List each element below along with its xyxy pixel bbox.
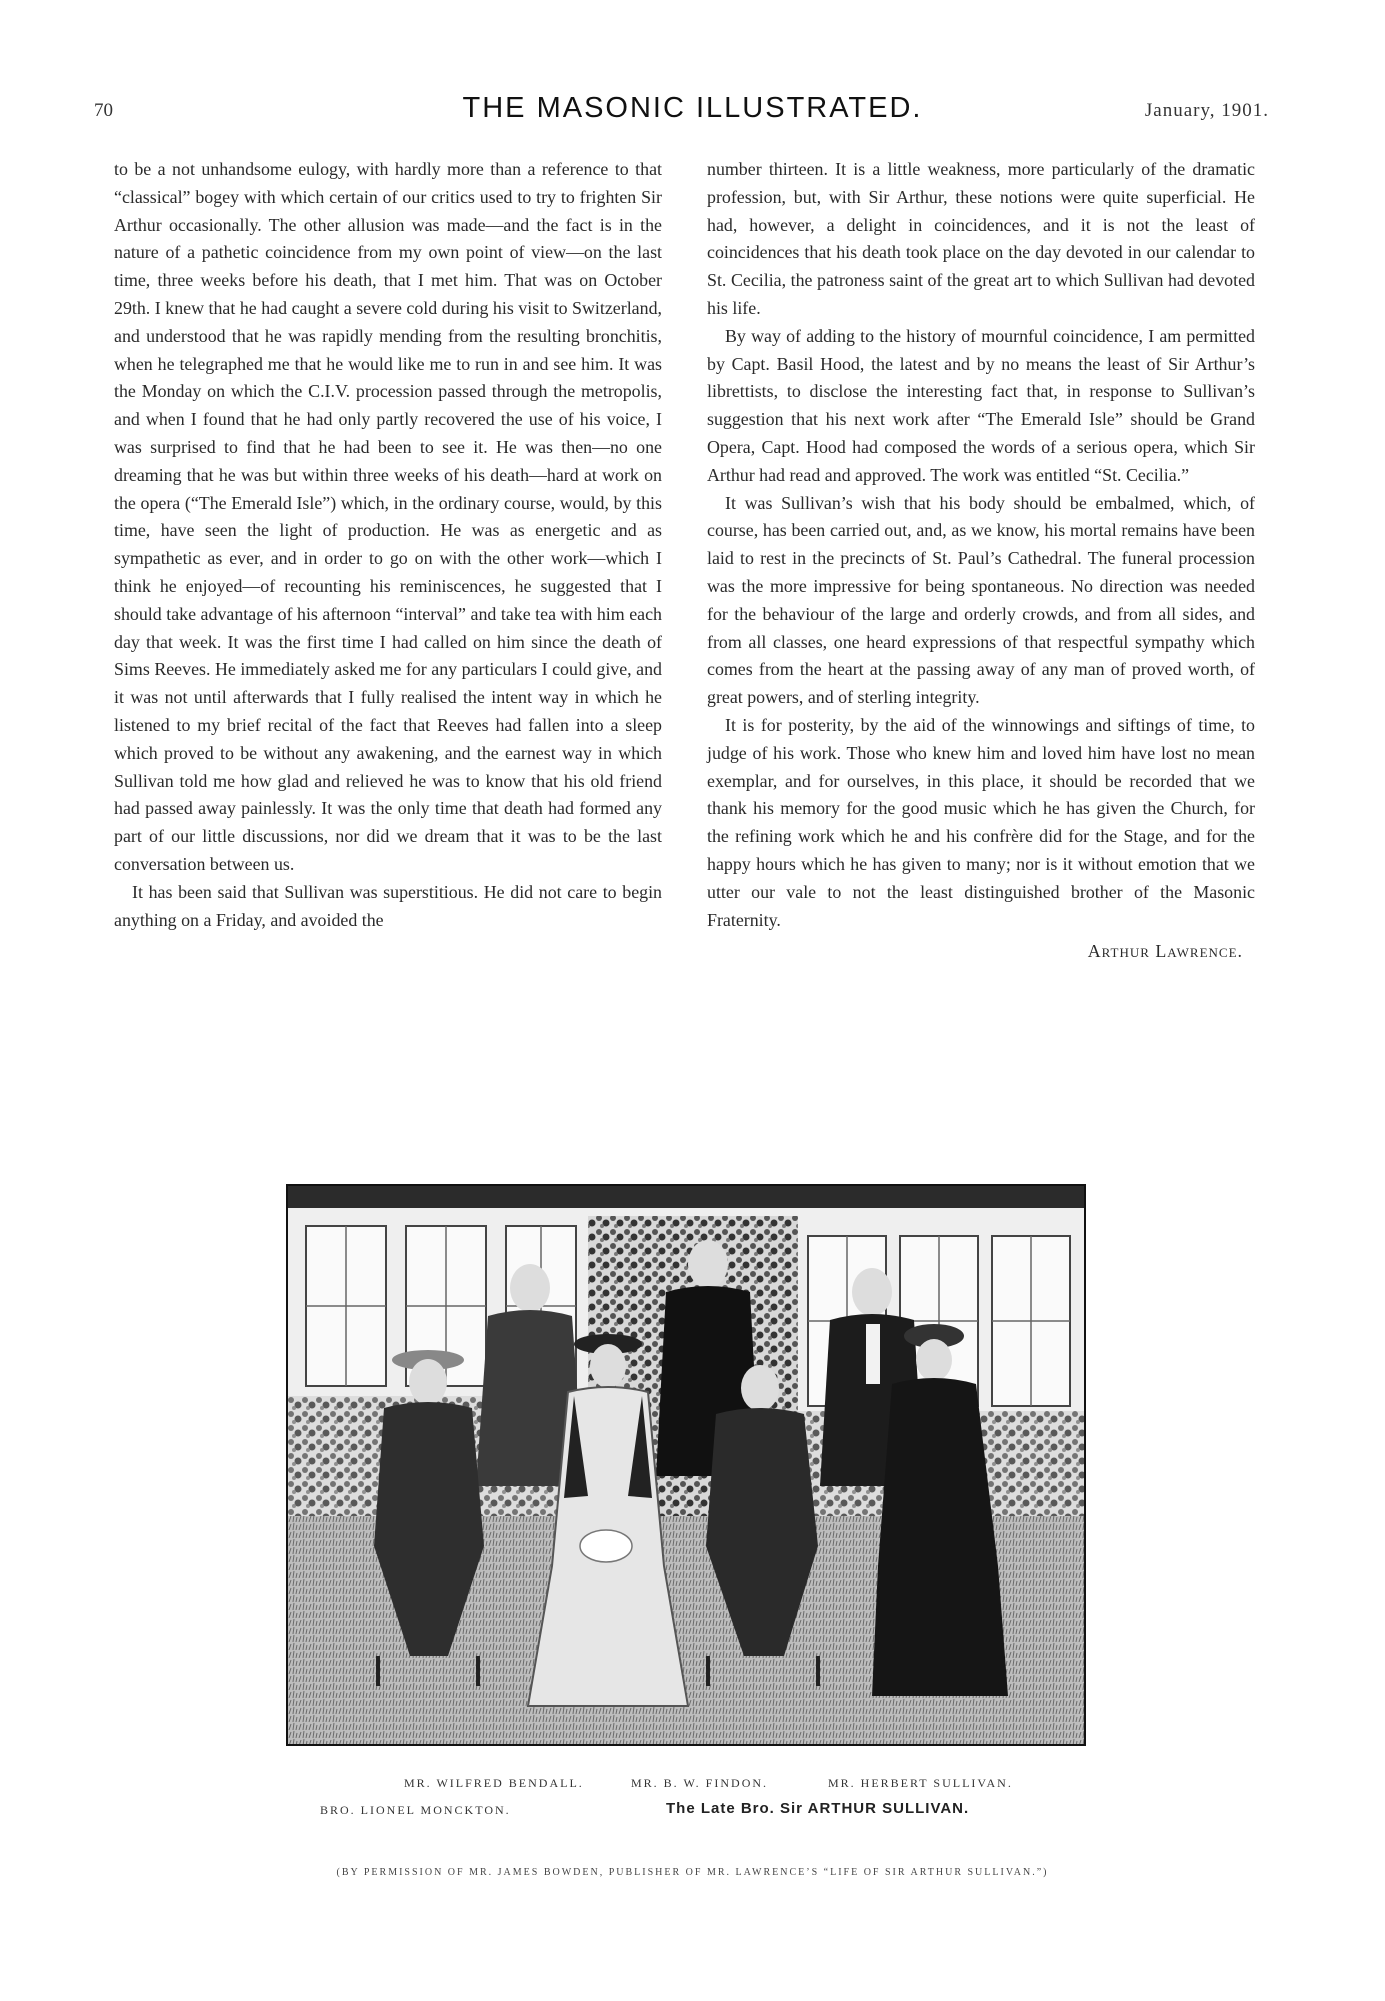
photo-credit: (BY PERMISSION OF MR. JAMES BOWDEN, PUBLISHER OF MR. LAWRENCE’S “LIFE OF SIR ARTHUR SULLIVAN.”)	[336, 1867, 1049, 1878]
left-column	[114, 156, 662, 934]
paragraph: It was Sullivan’s wish that his body should be embalmed, which, of course, has been carried out, and, as we know, his mortal remains have been laid to rest in the precincts of St. Paul’s Cathedral. The funeral procession was the more impressive for being spontaneous. No direction was needed for the behaviour of the large and orderly crowds, and from all sides, and from all classes, one heard expressions of that respectful sympathy which comes from the heart at the passing away of any man of proved worth, of great powers, and of sterling integrity.	[707, 492, 1255, 708]
caption-arthur-sullivan: The Late Bro. Sir ARTHUR SULLIVAN.	[666, 1800, 970, 1817]
photo-illustration	[288, 1186, 1084, 1744]
paragraph: It has been said that Sullivan was superstitious. He did not care to begin anything on a Friday, and avoided the	[114, 881, 662, 930]
page-number: 70	[94, 100, 113, 121]
caption-wilfred-bendall: MR. WILFRED BENDALL.	[404, 1776, 584, 1790]
caption-herbert-sullivan: MR. HERBERT SULLIVAN.	[828, 1776, 1013, 1790]
paragraph: number thirteen. It is a little weakness, more particularly of the dramatic profession, but, with Sir Arthur, these notions were quite superficial. He had, however, a delight in coincidences, and it is not the least of coincidences that his death took place on the day devoted in our calendar to St. Cecilia, the patroness saint of the great art to which Sullivan had devoted his life.	[707, 159, 1255, 318]
issue-date: January, 1901.	[1144, 100, 1269, 121]
publication-title: THE MASONIC ILLUSTRATED.	[462, 92, 923, 124]
paragraph: to be a not unhandsome eulogy, with hardly more than a reference to that “classical” bogey with which certain of our critics used to try to frighten Sir Arthur occasionally. The other allusion was made—and the fact is in the nature of a pathetic coincidence from my own point of view—on the last time, three weeks before his death, that I met him. That was on October 29th. I knew that he had caught a severe cold during his visit to Switzerland, and understood that he was rapidly mending from the resulting bronchitis, when he telegraphed me that he would like me to run in and see him. It was the Monday on which the C.I.V. procession passed through the metropolis, and when I found that he had only partly recovered the use of his voice, I was surprised to find that he had been to see it. He was then—no one dreaming that he was but within three weeks of his death—hard at work on the opera (“The Emerald Isle”) which, in the ordinary course, would, by this time, have seen the light of production. He was as energetic and as sympathetic as ever, and in order to go on with the other work—which I think he enjoyed—of recounting his reminiscences, he suggested that I should take advantage of his afternoon “interval” and take tea with him each day that week. It was the first time I had called on him since the death of Sims Reeves. He immediately asked me for any particulars I could give, and it was not until afterwards that I fully realised the intent way in which he listened to my brief recital of the fact that Reeves had fallen into a sleep which proved to be without any awakening, and the earnest way in which Sullivan told me how glad and relieved he was to know that his old friend had passed away painlessly. It was the only time that death had formed any part of our little discussions, nor did we dream that it was to be the last conversation between us.	[114, 159, 662, 874]
caption-bw-findon: MR. B. W. FINDON.	[631, 1776, 769, 1790]
paragraph: It is for posterity, by the aid of the winnowings and siftings of time, to judge of his work. Those who knew him and loved him have lost no mean exemplar, and for ourselves, in this place, it should be recorded that we thank his memory for the good music which he has given the Church, for the refining work which he and his confrère did for the Stage, and for the happy hours which he has given to many; nor is it without emotion that we utter our vale to not the least distinguished brother of the Masonic Fraternity.	[707, 714, 1255, 930]
right-column	[707, 156, 1255, 966]
paragraph: By way of adding to the history of mournful coincidence, I am permitted by Capt. Basil Hood, the latest and by no means the least of Sir Arthur’s librettists, to disclose the interesting fact that, in response to Sullivan’s suggestion that his next work after “The Emerald Isle” should be Grand Opera, Capt. Hood had composed the words of a serious opera, which Sir Arthur had read and approved. The work was entitled “St. Cecilia.”	[707, 325, 1255, 485]
caption-lionel-monckton: BRO. LIONEL MONCKTON.	[320, 1803, 511, 1817]
author-signature: Arthur Lawrence.	[1087, 941, 1243, 962]
group-photograph	[286, 1184, 1086, 1746]
